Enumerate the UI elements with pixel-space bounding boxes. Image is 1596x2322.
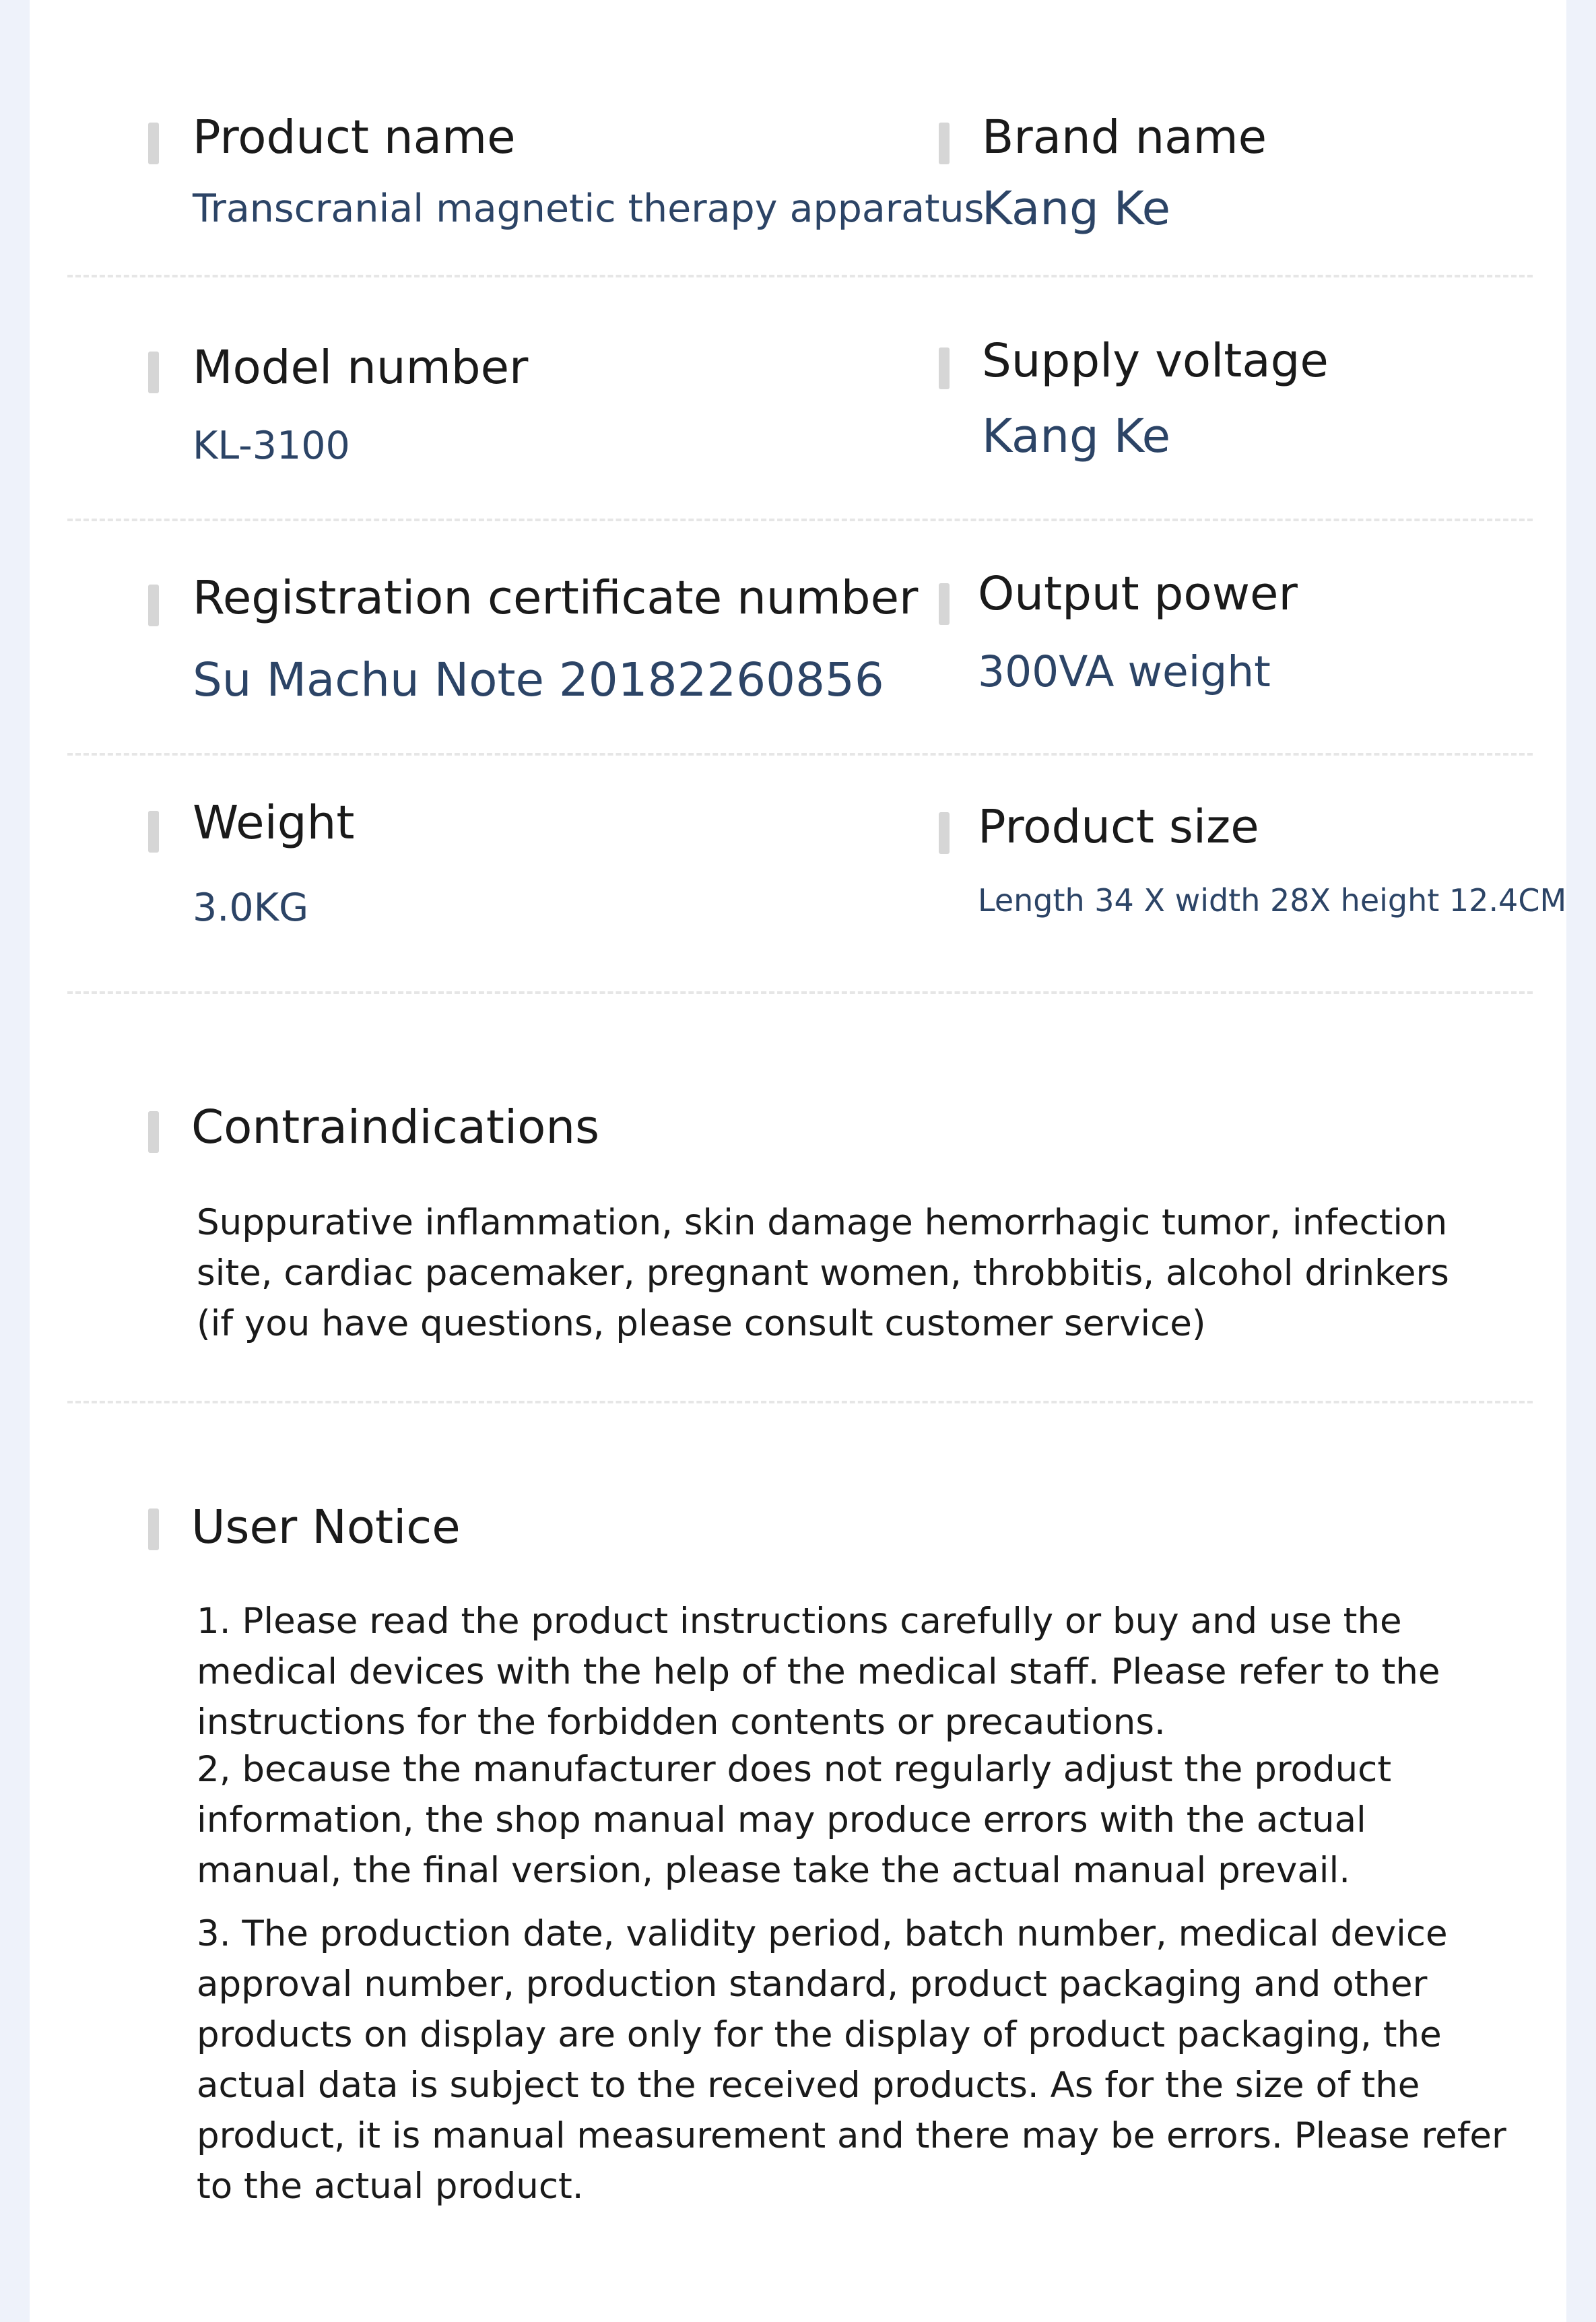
- spec-value: Transcranial magnetic therapy apparatus: [193, 187, 985, 231]
- spec-label: Brand name: [982, 110, 1267, 164]
- row-divider: [67, 991, 1533, 994]
- user-notice-item: 1. Please read the product instructions carefully or buy and use the medical devices with the help of the medical staff. Please refer to the instructions for the forbidden contents or precautions.: [197, 1601, 1440, 1743]
- spec-label: Weight: [193, 796, 355, 850]
- label-marker: [148, 585, 159, 626]
- label-marker: [148, 352, 159, 393]
- spec-value: 3.0KG: [193, 886, 309, 930]
- label-marker: [148, 811, 159, 853]
- spec-value: Kang Ke: [982, 409, 1171, 463]
- section-marker: [148, 1111, 159, 1153]
- spec-label: Output power: [978, 567, 1298, 621]
- label-marker: [939, 583, 950, 625]
- user-notice-item: 2, because the manufacturer does not regularly adjust the product information, the shop manual may produce errors with the actual manual, the final version, please take the actual manual prevail.: [197, 1749, 1392, 1891]
- row-divider: [67, 753, 1533, 756]
- spec-value: Length 34 X width 28X height 12.4CM: [978, 882, 1567, 919]
- section-marker: [148, 1508, 159, 1550]
- label-marker: [939, 123, 950, 164]
- label-marker: [939, 812, 950, 854]
- contraindications-title: Contraindications: [191, 1100, 600, 1154]
- spec-label: Product name: [193, 110, 516, 164]
- spec-value: Kang Ke: [982, 182, 1171, 236]
- spec-label: Supply voltage: [982, 334, 1329, 388]
- contraindications-text: Suppurative inflammation, skin damage hemorrhagic tumor, infection site, cardiac pacemaker, pregnant women, throbbitis, alcohol drinkers (if you have questions, please consult customer service): [197, 1202, 1449, 1344]
- label-marker: [939, 347, 950, 389]
- section-divider: [67, 1401, 1533, 1403]
- label-marker: [148, 123, 159, 164]
- spec-label: Product size: [978, 800, 1259, 854]
- spec-value: 300VA weight: [978, 647, 1271, 696]
- spec-value: KL-3100: [193, 424, 350, 468]
- spec-label: Model number: [193, 341, 529, 395]
- row-divider: [67, 519, 1533, 521]
- spec-value: Su Machu Note 20182260856: [193, 653, 884, 707]
- user-notice-item: 3. The production date, validity period, batch number, medical device approval number, production standard, product packaging and other products on display are only for the display of product packaging, the actual data is subject to the received products. As for the size of the product, it is manual measurement and there may be errors. Please refer to the actual product.: [197, 1913, 1506, 2207]
- row-divider: [67, 275, 1533, 277]
- spec-label: Registration certificate number: [193, 571, 919, 625]
- user-notice-title: User Notice: [191, 1500, 461, 1554]
